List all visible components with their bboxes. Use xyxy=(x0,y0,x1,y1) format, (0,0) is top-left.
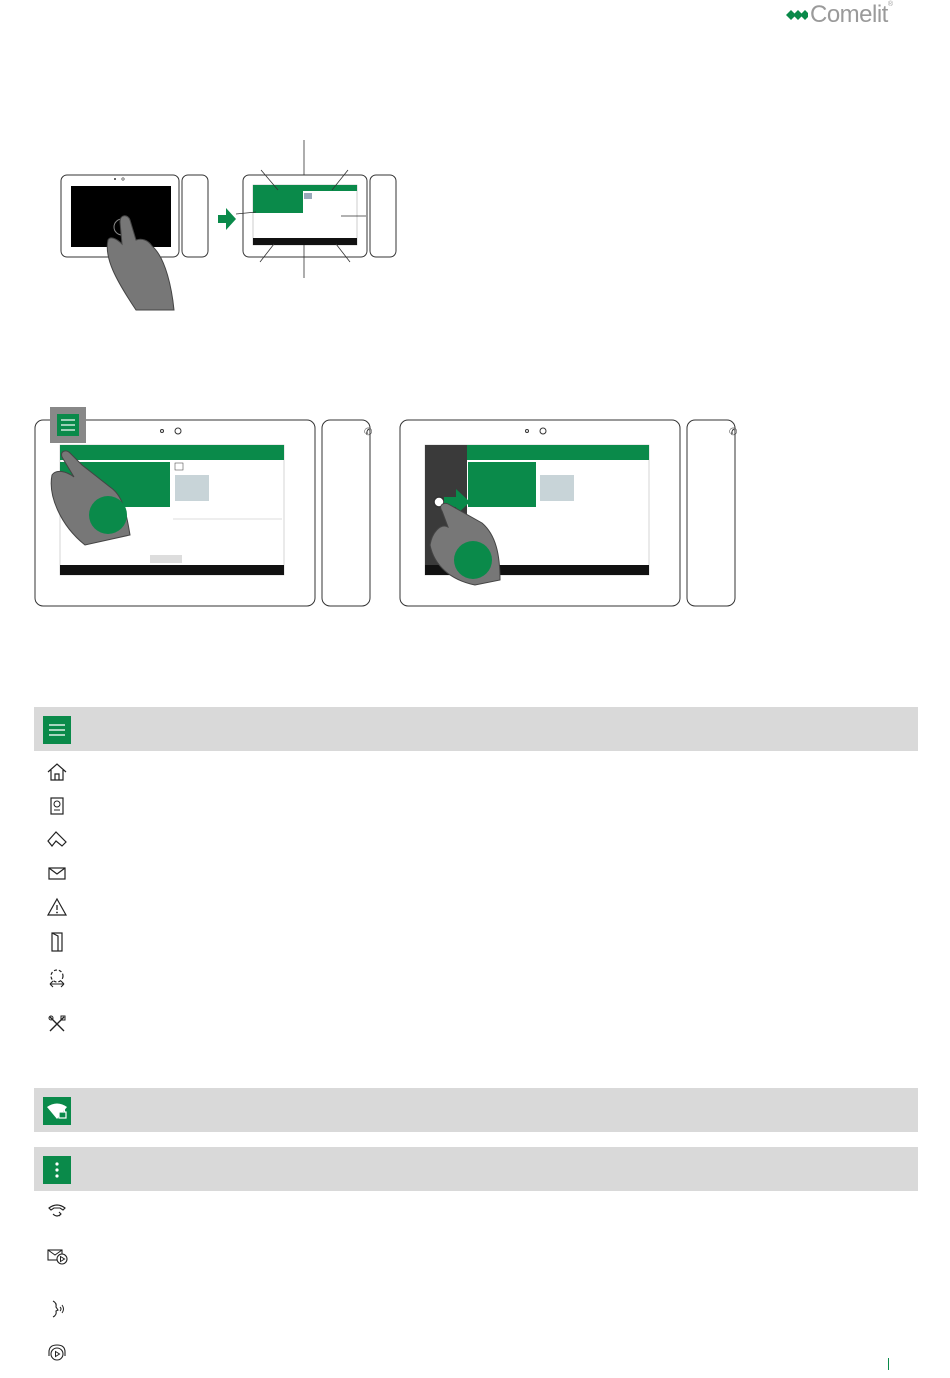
device-swipe-menu xyxy=(400,420,737,606)
svg-text:✆: ✆ xyxy=(364,427,373,438)
svg-text:✆: ✆ xyxy=(729,427,738,438)
voice-command-icon xyxy=(45,1297,69,1321)
alarm-icon xyxy=(45,895,69,919)
main-menu-bar xyxy=(34,707,918,751)
menu-open-figure xyxy=(30,405,750,610)
camera-icon xyxy=(45,827,69,851)
device-on xyxy=(236,140,396,278)
comelit-logo xyxy=(786,1,926,28)
home-icon xyxy=(45,760,69,784)
brand-name: Comelit® xyxy=(810,1,893,28)
video-memo-icon xyxy=(45,1244,69,1268)
answering-machine-icon xyxy=(45,1342,69,1366)
settings-tools-icon xyxy=(45,1012,69,1036)
logo-mark-icon xyxy=(786,6,808,24)
wifi-status-bar xyxy=(34,1088,918,1132)
green-arrow-icon xyxy=(218,208,236,230)
call-forward-icon xyxy=(45,1200,69,1224)
more-vertical-icon[interactable] xyxy=(43,1156,71,1184)
message-icon xyxy=(45,861,69,885)
automation-icon xyxy=(45,966,69,990)
door-icon xyxy=(45,930,69,954)
hamburger-menu-icon[interactable] xyxy=(43,716,71,744)
device-tap-menu xyxy=(35,407,372,606)
intercom-icon xyxy=(45,794,69,818)
options-menu-bar xyxy=(34,1147,918,1191)
device-off xyxy=(61,175,208,310)
device-wake-figure xyxy=(56,140,406,315)
page-marker xyxy=(888,1358,889,1370)
wifi-lock-icon[interactable] xyxy=(43,1097,71,1125)
